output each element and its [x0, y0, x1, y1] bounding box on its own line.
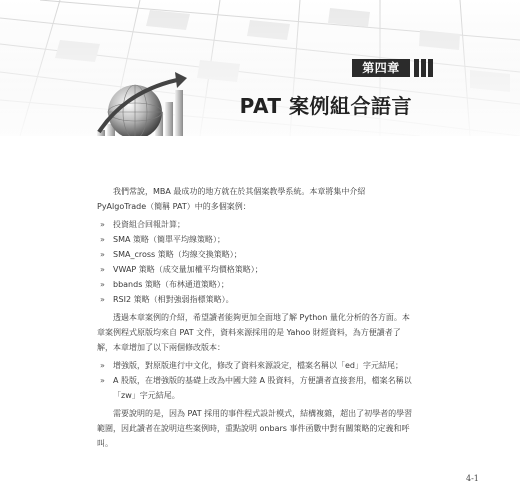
list-item: » SMA_cross 策略（均線交換策略）；	[97, 247, 415, 262]
list-item: » A 股版，在增強版的基礎上改為中國大陸 A 股資料，方便讀者直接套用，檔案名稱以「zw」字元結尾。	[97, 373, 415, 403]
overview-paragraph: 透過本章案例的介紹，希望讀者能夠更加全面地了解 Python 量化分析的各方面。本章案例程式原版均來自 PAT 文件，資料來源採用的是 Yahoo 財經資料，為方便讀者了解，本章增加了以下兩個修改版本：	[97, 313, 410, 352]
list-item: » 增強版，對原版進行中文化，修改了資料來源設定，檔案名稱以「ed」字元結尾；	[97, 358, 415, 373]
chapter-label: 第四章	[352, 59, 410, 77]
list-item: » SMA 策略（簡單平均線策略）；	[97, 232, 415, 247]
list-item: » 投資組合回報計算；	[97, 217, 415, 232]
list-item: » RSI2 策略（相對強弱指標策略）。	[97, 292, 415, 307]
list-item: » VWAP 策略（成交量加權平均價格策略）；	[97, 262, 415, 277]
version-list	[97, 358, 415, 403]
chapter-label-bars	[414, 59, 433, 77]
note-paragraph: 需要說明的是，因為 PAT 採用的事件程式設計模式，結構複雜，超出了初學者的學習範圍，因此讀者在說明這些案例時，重點說明 onbars 事件函數中對有關策略的定義和呼叫。	[97, 409, 413, 448]
chapter-body	[97, 184, 415, 451]
list-item: » bbands 策略（布林通道策略）；	[97, 277, 415, 292]
case-list	[97, 217, 415, 307]
page-number: 4-1	[466, 474, 479, 483]
chapter-header	[0, 0, 520, 136]
intro-paragraph: 我們常說，MBA 最成功的地方就在於其個案教學系統。本章將集中介紹 PyAlgoTrade（簡稱 PAT）中的多個案例：	[97, 187, 366, 211]
chapter-title: PAT 案例組合語言	[239, 94, 412, 118]
